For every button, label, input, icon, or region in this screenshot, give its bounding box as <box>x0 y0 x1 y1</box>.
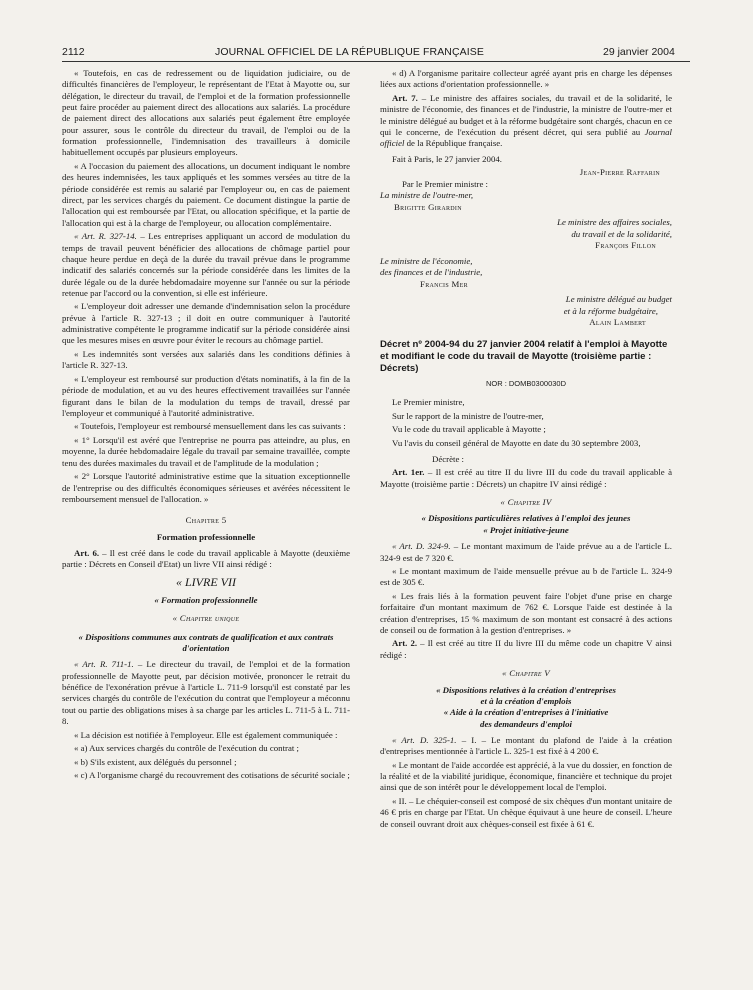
right-column <box>380 68 672 832</box>
paragraph: Vu le code du travail applicable à Mayotte ; <box>392 424 546 435</box>
decree-title: Décret nº 2004-94 du 27 janvier 2004 relatif à l'emploi à Mayotte et modifiant le code du travail de Mayotte (troisième partie : Décrets) <box>380 338 668 374</box>
journal-title: JOURNAL OFFICIEL DE LA RÉPUBLIQUE FRANÇAISE <box>215 46 484 58</box>
paragraph: « 1° Lorsqu'il est avéré que l'entreprise ne pourra pas atteindre, au plus, en moyenne, la durée hebdomadaire légale du travail par semaine travaillée, compte tenu des durées maximales du travail et de l'amplitude de la modulation ; <box>62 434 350 468</box>
signatory-name: Alain Lambert <box>589 317 646 328</box>
chapter-heading: « Chapitre V <box>502 668 550 679</box>
paragraph: « L'employeur est remboursé sur production d'états nominatifs, à la fin de la période de modulation, et au vu des heures effectivement travaillées sur l'année figurant dans le bilan de la modulation du temps de travail, dressé par l'employeur et communiqué à l'autorité administrative. <box>62 373 350 418</box>
paragraph: Sur le rapport de la ministre de l'outre-mer, <box>392 410 544 421</box>
chapter-heading: Chapitre 5 <box>185 515 227 526</box>
paragraph: Art. 1er. – Il est créé au titre II du livre III du code du travail applicable à Mayotte (troisième partie : Décrets) un chapitre IV ainsi rédigé : <box>380 467 672 489</box>
signatory-title: Le ministre des affaires sociales, <box>557 217 672 228</box>
section-title: « Dispositions communes aux contrats de qualification et aux contrats d'orientation <box>78 631 334 653</box>
paragraph: « Les frais liés à la formation peuvent faire l'objet d'une prise en charge forfaitaire d'un montant maximum de 762 €. Lorsque l'aide est destinée à la création d'entreprises, 15 % maximum de son montant est consacré à des actions de conseil ou de formation à la gestion d'entreprises. » <box>380 590 672 635</box>
section-title: « Dispositions particulières relatives à l'emploi des jeunes <box>421 513 631 524</box>
signatory-name: Francis Mer <box>420 278 468 289</box>
paragraph: Décrète : <box>432 453 464 464</box>
article-label: Art. 7. <box>392 92 418 103</box>
paragraph: « d) A l'organisme paritaire collecteur agréé ayant pris en charge les dépenses liées aux actions d'orientation professionnelle. » <box>380 68 672 90</box>
paragraph: Art. 6. – Il est créé dans le code du travail applicable à Mayotte (deuxième partie : Décrets en Conseil d'Etat) un livre VII ainsi rédigé : <box>62 547 350 570</box>
book-title: « Formation professionnelle <box>154 594 258 605</box>
paragraph: « Art. D. 324-9. – Le montant maximum de l'aide prévue au a de l'article L. 324-9 est de 7 320 €. <box>380 541 672 563</box>
section-title: « Dispositions relatives à la création d'entreprises <box>436 684 616 695</box>
section-title: « Projet initiative-jeune <box>483 524 569 535</box>
left-column <box>62 68 350 784</box>
paragraph: « Les indemnités sont versées aux salariés dans les conditions définies à l'article R. 327-13. <box>62 349 350 371</box>
signatory-title: des finances et de l'industrie, <box>380 267 483 278</box>
article-ref: « Art. D. 324-9. <box>392 541 451 552</box>
signatory-title: Le ministre délégué au budget <box>565 294 672 305</box>
signatory-name: Jean-Pierre Raffarin <box>579 167 660 178</box>
paragraph: « 2° Lorsque l'autorité administrative estime que la situation exceptionnelle de l'entreprise ou des difficultés économiques sérieuses et avérées nécessitent le remboursement mensuel de l'allocation. » <box>62 471 350 504</box>
nor-reference: NOR : DOMB0300030D <box>485 378 567 388</box>
paragraph: « II. – Le chéquier-conseil est composé de six chèques d'un montant unitaire de 46 € pris en charge par l'Etat. Un chèque équivaut à une heure de conseil. L'heure de conseil ouvrant droit aux chèques-conseil est fixée à 61 €. <box>380 795 672 829</box>
paragraph: Art. 2. – Il est créé au titre II du livre III du même code un chapitre V ainsi rédigé : <box>380 638 672 660</box>
signatory-name: Brigitte Girardin <box>394 201 462 212</box>
chapter-heading: « Chapitre IV <box>500 497 552 508</box>
signatory-title: et à la réforme budgétaire, <box>563 305 658 316</box>
paragraph: « La décision est notifiée à l'employeur. Elle est également communiquée : <box>74 729 338 740</box>
chapter-title: Formation professionnelle <box>156 531 256 542</box>
paragraph: Le Premier ministre, <box>392 396 465 407</box>
paragraph: « Le montant de l'aide accordée est apprécié, à la vue du dossier, en fonction de la réalité et de la viabilité juridique, économique, financière et technique du projet ainsi que de son intérêt pour le développement local de l'emploi. <box>380 759 672 793</box>
paragraph: « a) Aux services chargés du contrôle de l'exécution du contrat ; <box>74 743 299 754</box>
article-label: Art. 1er. <box>392 467 425 478</box>
signatory-title: du travail et de la solidarité, <box>571 228 672 239</box>
section-title: et à la création d'emplois <box>480 695 572 706</box>
article-label: Art. 6. <box>74 547 100 558</box>
paragraph: « L'employeur doit adresser une demande d'indemnisation selon la procédure prévue à l'article R. 327-13 ; il doit en outre communiquer à l'autorité administrative compétente le programme indicatif sur la période considérée ainsi que les mesures mises en œuvre pour éviter le recours au chômage partiel. <box>62 301 350 346</box>
book-heading: « LIVRE VII <box>176 574 236 589</box>
page-number: 2112 <box>62 46 85 58</box>
paragraph: « Le montant maximum de l'aide mensuelle prévue au b de l'article L. 324-9 est de 305 €. <box>380 566 672 588</box>
paragraph: « A l'occasion du paiement des allocations, un document indiquant le nombre des heures indemnisées, les taux appliqués et les sommes versées au titre de la période considérée est remis au salarié par l'employeur ou, en cas de paiement direct, par les services chargés du paiement. Ce document distingue la partie de l'allocation qui est remboursée par l'Etat, ou allocation spécifique, et la partie de l'allocation qui est à la charge de l'employeur, ou allocation complémentaire. <box>62 160 350 228</box>
paragraph: « Toutefois, l'employeur est remboursé mensuellement dans les cas suivants : <box>74 421 346 432</box>
signature-line: Par le Premier ministre : <box>402 178 488 189</box>
header-rule <box>62 61 690 62</box>
signatory-name: François Fillon <box>595 240 656 251</box>
paragraph: « Toutefois, en cas de redressement ou de liquidation judiciaire, ou de difficultés financières de l'employeur, le représentant de l'Etat à Mayotte ou, sur délégation, le directeur du travail, de l'emploi et de la formation professionnelle peut faire procéder au paiement direct des allocations aux salariés. La procédure de paiement direct des allocations aux salariés peut également être employée pour assurer, sous le contrôle du directeur du travail, de l'emploi ou de la formation professionnelle, l'indemnisation des travailleurs à domicile habituellement occupés par plusieurs employeurs. <box>62 68 350 158</box>
section-title: des demandeurs d'emploi <box>480 718 572 729</box>
section-title: « Aide à la création d'entreprises à l'initiative <box>443 707 609 718</box>
issue-date: 29 janvier 2004 <box>603 46 675 58</box>
signatory-title: La ministre de l'outre-mer, <box>380 190 474 201</box>
article-ref: « Art. R. 327-14. <box>74 231 137 242</box>
paragraph: « Art. D. 325-1. – I. – Le montant du plafond de l'aide à la création d'entreprises mentionnée à l'article L. 325-1 est fixé à 4 200 €. <box>380 734 672 757</box>
chapter-heading: « Chapitre unique <box>172 613 240 624</box>
article-label: Art. 2. <box>392 638 418 649</box>
paragraph: « Art. R. 327-14. – Les entreprises appliquant un accord de modulation du temps de travail peuvent bénéficier des allocations de chômage partiel pour chaque heure perdue en deçà de la durée du travail prévue dans le programme indicatif des salariés concernés sur la période considérée dans les limites de la durée légale ou de la durée hebdomadaire moyenne sur l'année ou sur la période retenue par l'accord ou la convention, si elle est inférieure. <box>62 231 350 298</box>
signature-date: Fait à Paris, le 27 janvier 2004. <box>392 153 502 164</box>
signatory-title: Le ministre de l'économie, <box>380 255 473 266</box>
paragraph: Art. 7. – Le ministre des affaires sociales, du travail et de la solidarité, le ministre de l'économie, des finances et de l'industrie, la ministre de l'outre-mer et le ministre délégué au budget et à la réforme budgétaire sont chargés, chacun en ce qui le concerne, de l'exécution du présent décret, qui sera publié au Journal officiel de la République française. <box>380 92 672 149</box>
paragraph: « Art. R. 711-1. – Le directeur du travail, de l'emploi et de la formation professionnelle de Mayotte peut, par décision motivée, prononcer le retrait du bénéfice de l'exonération prévue à l'article L. 711-9 lorsqu'il est constaté par les services chargés du contrôle de l'exécution du contrat que l'employeur a méconnu tout ou partie des obligations mises à sa charge par les articles L. 711-5 à L. 711-8. <box>62 659 351 727</box>
paragraph: « b) S'ils existent, aux délégués du personnel ; <box>74 756 237 767</box>
article-ref: « Art. R. 711-1. <box>74 659 134 670</box>
article-ref: « Art. D. 325-1. <box>392 734 457 745</box>
paragraph: Vu l'avis du conseil général de Mayotte en date du 30 septembre 2003, <box>392 437 641 448</box>
paragraph: « c) A l'organisme chargé du recouvrement des cotisations de sécurité sociale ; <box>74 770 350 781</box>
